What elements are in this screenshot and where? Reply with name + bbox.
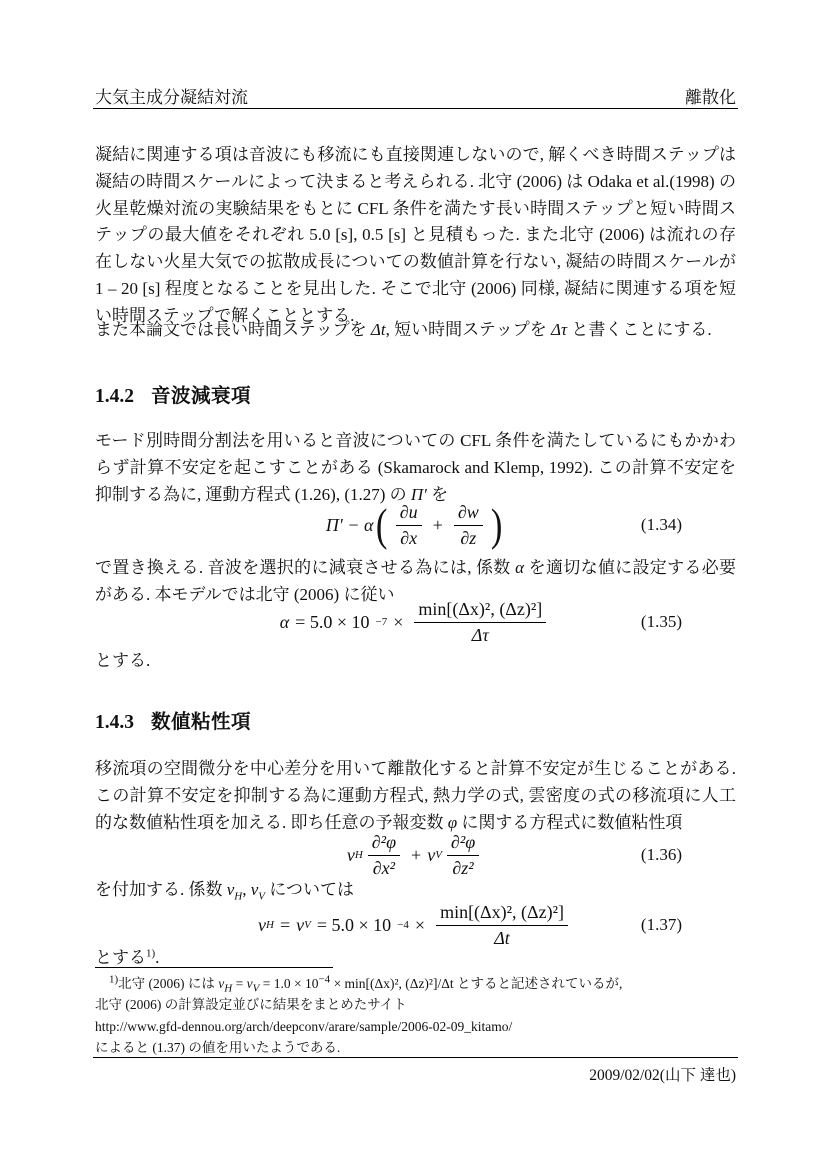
text-run: 移流項の空間微分を中心差分を用いて離散化すると計算不安定が生じることがある. この計算不安定を抑制する為に運動方程式, 熱力学の式, 雲密度の式の移流項に人工的な数値粘性項を加える. 即ち任意の予報変数 — [95, 759, 736, 832]
equation-number: (1.37) — [640, 915, 682, 934]
footnote-marker: 1) — [146, 947, 156, 960]
text-run: とする — [95, 948, 146, 967]
fraction-numerator: ∂u — [396, 502, 422, 526]
times-operator: × — [414, 914, 426, 935]
text-run: に関する方程式に数値粘性項 — [457, 812, 683, 832]
equation-1-37: ν H = ν V = 5.0 × 10 −4 × $\frac{\text{min[(Δx)², (Δz)²]}}{\Delta t}$ (1.37) — [258, 901, 682, 948]
text-run: , 短い時間ステップを — [385, 320, 552, 339]
fraction — [436, 902, 568, 948]
text-run: と書くことにする. — [567, 320, 712, 339]
math-pi-prime: Π′ — [410, 484, 427, 504]
math-phi: φ — [447, 812, 458, 832]
math-alpha: α — [279, 611, 290, 632]
subscript-H: H — [224, 982, 233, 995]
plus-operator: + — [411, 844, 422, 865]
math-nu: ν — [246, 976, 253, 991]
math-delta-t: Δt — [370, 320, 386, 339]
math-alpha: α — [515, 558, 525, 577]
header-right-title: 離散化 — [685, 88, 736, 107]
equals-operator: = — [279, 914, 291, 935]
math-nu: ν — [226, 880, 235, 899]
section-heading-1-4-3 — [95, 706, 251, 734]
text-run: を付加する. 係数 — [95, 880, 227, 899]
page-header — [95, 83, 736, 108]
text-run: モード別時間分割法を用いると音波についての CFL 条件を満たしているにもかかわらず計算不安定を起こすことがある (Skamarock and Klemp, 1992). この計算不安定を抑制する為に, 運動方程式 (1.26), (1.27) の — [95, 431, 736, 504]
footnote-block — [95, 973, 736, 1059]
math-nu: ν — [346, 844, 355, 865]
equation-number: (1.35) — [640, 612, 682, 631]
text-run: . — [155, 948, 160, 967]
eq134-lhs: Π′ − α — [325, 514, 374, 535]
equation-number: (1.36) — [640, 845, 682, 864]
section-number: 1.4.2 — [95, 386, 134, 407]
fraction-numerator: ∂w — [454, 502, 483, 526]
math-nu: ν — [218, 976, 225, 991]
text-run: で置き換える. 音波を選択的に減衰させる為には, 係数 — [95, 558, 516, 577]
times-operator: × — [393, 611, 404, 632]
equation-1-36: ν H $\frac{\text{∂²φ}}{\text{∂x²}}$ + ν V $\frac{\text{∂²φ}}{\text{∂z²}}$ (1.36) — [346, 831, 682, 878]
eq137-base: = 5.0 × 10 — [316, 914, 392, 935]
page-footer: 2009/02/02(山下 達也) — [589, 1067, 736, 1084]
fraction-denominator: ∂x — [400, 527, 418, 548]
fraction-denominator: ∂z — [460, 527, 477, 548]
text-run: = 1.0 × 10 — [259, 976, 319, 991]
fraction — [368, 832, 400, 878]
text-run: を — [426, 484, 449, 504]
fraction-denominator: ∂x² — [372, 857, 396, 878]
math-nu: ν — [250, 880, 259, 899]
subscript-H: H — [234, 890, 243, 903]
footnote-line-4: によると (1.37) の値を用いたようである. — [95, 1040, 341, 1056]
fraction-denominator: Δτ — [471, 624, 489, 645]
paragraph-numerical-viscosity-intro — [95, 756, 736, 836]
header-rule — [93, 108, 738, 109]
math-delta-tau: Δτ — [551, 320, 568, 339]
fraction — [414, 599, 546, 645]
paragraph-condensation-timestep: 凝結に関連する項は音波にも移流にも直接関連しないので, 解くべき時間ステップは凝結の時間スケールによって決まると考えられる. 北守 (2006) は Odaka et al.(1998) の火星乾燥対流の実験結果をもとに CFL 条件を満たす長い時間ステップと短い時間ステップの最大値をそれぞれ 5.0 [s], 0.5 [s] と見積もった. また北守 (2006) は流れの存在しない火星大気での拡散成長についての数値計算を行ない, 凝結の時間スケールが 1 – 20 [s] 程度となることを見出した. そこで北守 (2006) 同様, 凝結に関連する項を短い時間ステップで解くこととする. — [95, 145, 736, 325]
paragraph-tosuru: とする. — [95, 651, 151, 670]
section-number: 1.4.3 — [95, 712, 134, 733]
footnote-line-1 — [95, 973, 736, 994]
math-nu: ν — [427, 844, 436, 865]
footnote-marker: 1) — [109, 973, 119, 986]
exponent: −4 — [318, 973, 331, 986]
subscript-V: V — [252, 982, 260, 995]
footer-rule — [93, 1057, 738, 1058]
footnote-line-2: 北守 (2006) の計算設定並びに結果をまとめたサイト — [95, 997, 407, 1013]
eq135-base: = 5.0 × 10 — [295, 611, 370, 632]
text-run: また本論文では長い時間ステップを — [95, 320, 371, 339]
fraction — [454, 502, 483, 548]
subscript-V: V — [258, 890, 266, 903]
fraction-numerator: min[(Δx)², (Δz)²] — [414, 599, 546, 623]
section-title: 数値粘性項 — [151, 711, 252, 733]
equation-number: (1.34) — [640, 515, 682, 534]
section-heading-1-4-2 — [95, 380, 251, 408]
footnote-url: http://www.gfd-dennou.org/arch/deepconv/arare/sample/2006-02-09_kitamo/ — [95, 1018, 513, 1034]
section-title: 音波減衰項 — [151, 385, 252, 407]
math-nu: ν — [258, 914, 267, 935]
math-nu: ν — [296, 914, 305, 935]
plus-operator: + — [432, 514, 443, 535]
header-left-title: 大気主成分凝結対流 — [95, 88, 248, 107]
text-run: × min[(Δx)², (Δz)²]/Δt とすると記述されているが, — [330, 976, 623, 991]
text-run: , — [242, 880, 251, 899]
fraction-numerator: ∂²φ — [447, 832, 479, 856]
fraction-numerator: ∂²φ — [368, 832, 400, 856]
text-run: = — [232, 976, 247, 991]
text-run: を適切な値に設定する必要がある. 本モデルでは北守 (2006) に従い — [95, 558, 737, 604]
paragraph-timestep-notation — [95, 317, 736, 344]
equation-1-34: Π′ − α ( $\frac{\partial u}{\partial x}$ + $\frac{\partial w}{\partial z}$ ) (1.34) — [325, 499, 682, 550]
fraction-denominator: ∂z² — [452, 857, 474, 878]
text-run: 北守 (2006) には — [118, 976, 219, 991]
fraction-denominator: Δt — [494, 927, 510, 948]
fraction — [447, 832, 479, 878]
fraction-numerator: min[(Δx)², (Δz)²] — [436, 902, 568, 926]
text-run: については — [265, 880, 354, 899]
footnote-rule — [95, 967, 333, 968]
fraction — [396, 502, 422, 548]
equation-1-35: α = 5.0 × 10 −7 × $\frac{\text{min[(Δx)², (Δz)²]}}{\Delta\tau}$ (1.35) — [279, 598, 682, 645]
